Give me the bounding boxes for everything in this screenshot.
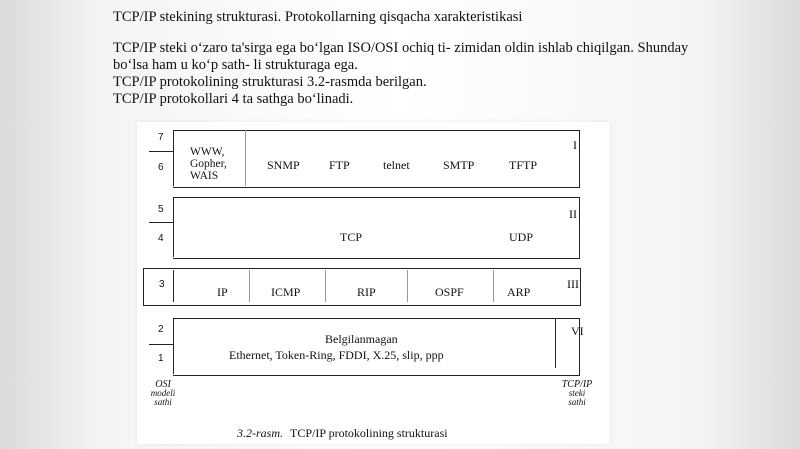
protocol-snmp: SNMP: [267, 158, 300, 172]
layer-4-line-1: Belgilanmagan: [325, 332, 398, 346]
protocol-tcp: TCP: [340, 230, 363, 244]
layer-2-tick: [149, 222, 173, 223]
tcpip-side-label: [555, 380, 599, 407]
layer-2-roman: II: [569, 207, 577, 221]
layer-4-tick: [149, 344, 173, 345]
osi-number-5: 5: [158, 204, 164, 215]
layer-4-roman: VI: [571, 324, 584, 338]
caption-number: 3.2-rasm.: [237, 426, 284, 440]
layer-3-roman: III: [567, 277, 579, 291]
protocol-arp: ARP: [507, 285, 531, 299]
www-line-1: WWW,: [190, 146, 225, 158]
protocol-rip: RIP: [357, 285, 376, 299]
layer-4-line-2: Ethernet, Token-Ring, FDDI, X.25, slip, ppp: [229, 348, 444, 362]
osi-side-label: [145, 380, 181, 407]
protocol-telnet: telnet: [383, 158, 410, 172]
heading: TCP/IP stekining strukturasi. Protokollarning qisqacha xarakteristikasi: [113, 9, 523, 25]
layer-3-separator-1: [249, 270, 250, 302]
protocol-udp: UDP: [509, 230, 534, 244]
tcpip-side-label-line-3: sathi: [568, 397, 586, 407]
layer-1-tick: [149, 151, 173, 152]
osi-number-6: 6: [158, 162, 164, 173]
layer-1-left-bar: [173, 130, 174, 186]
paragraph-3: TCP/IP protokollari 4 ta sathga bo‘linadi.: [113, 91, 354, 107]
tcpip-side-label-line-1: TCP/IP: [561, 379, 593, 390]
intro-text: [113, 9, 753, 108]
layer-2-left-bar: [173, 197, 174, 257]
protocol-ospf: OSPF: [435, 285, 464, 299]
tcpip-side-label-line-2: steki: [568, 388, 586, 398]
osi-side-label-line-3: sathi: [154, 397, 172, 407]
osi-number-1: 1: [158, 353, 164, 364]
osi-side-label-line-2: modeli: [150, 388, 176, 398]
www-line-2: Gopher,: [190, 158, 227, 170]
paragraph-1-line-1: TCP/IP steki o‘zaro ta'sirga ega bo‘lgan ISO/OSI ochiq ti- zimidan oldin ishlab chiqilgan. Shunday: [113, 40, 689, 56]
www-label: [190, 146, 227, 182]
layer-1-separator: [245, 130, 246, 186]
layer-3-separator-2: [325, 270, 326, 302]
protocol-ip: IP: [217, 285, 228, 299]
protocol-ftp: FTP: [329, 158, 350, 172]
layer-4-inner-bar: [555, 318, 556, 368]
protocol-tftp: TFTP: [509, 158, 538, 172]
figure-caption: [237, 426, 448, 441]
osi-number-7: 7: [158, 132, 164, 143]
protocol-smtp: SMTP: [443, 158, 475, 172]
www-line-3: WAIS: [190, 170, 219, 182]
paragraph-1-line-2: bo‘lsa ham u ko‘p sath- li strukturaga ega.: [113, 57, 358, 73]
protocol-icmp: ICMP: [271, 285, 301, 299]
protocol-stack-figure: [137, 122, 610, 444]
layer-4-box: [173, 318, 580, 376]
layer-1-roman: I: [573, 138, 577, 152]
paragraph-2: TCP/IP protokolining strukturasi 3.2-rasmda berilgan.: [113, 74, 427, 90]
layer-3-separator-3: [407, 270, 408, 302]
osi-number-4: 4: [158, 233, 164, 244]
osi-number-2: 2: [158, 324, 164, 335]
caption-text: TCP/IP protokolining strukturasi: [290, 426, 448, 440]
layer-3-left-bar: [173, 270, 174, 302]
layer-4-left-bar: [173, 318, 174, 374]
layer-2-box: [173, 197, 580, 259]
layer-3-separator-4: [493, 270, 494, 302]
osi-side-label-line-1: OSI: [155, 379, 171, 390]
osi-number-3: 3: [159, 279, 165, 290]
